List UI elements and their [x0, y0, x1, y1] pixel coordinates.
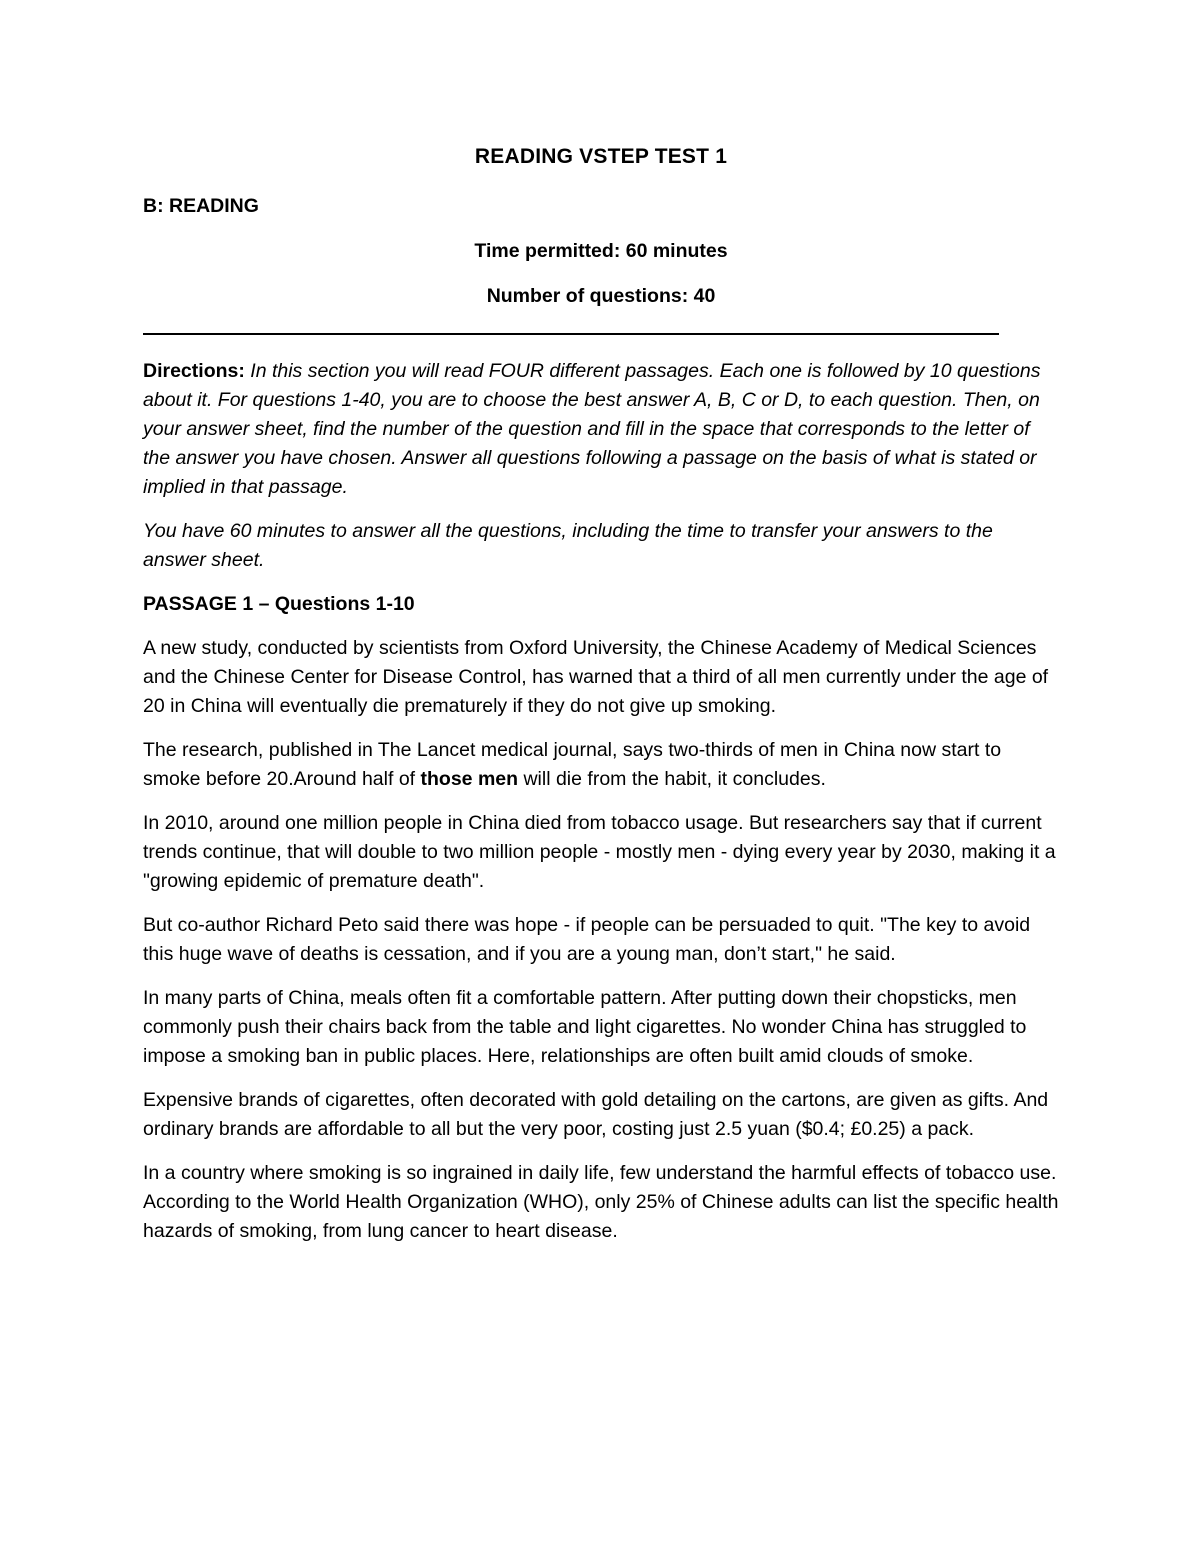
passage-paragraph-2 — [143, 736, 1059, 794]
passage-paragraph-6: Expensive brands of cigarettes, often decorated with gold detailing on the cartons, are given as gifts. And ordinary brands are affordable to all but the very poor, costing just 2.5 yuan ($0.4; £0.25) a pack. — [143, 1089, 1049, 1140]
paragraph-2-bold-phrase: those men — [420, 768, 519, 790]
paragraph-2-text-start: The research, published in The Lancet medical journal, says two-thirds of men in China now start to smoke before 20.Around half of — [143, 739, 1002, 790]
number-of-questions: Number of questions: 40 — [486, 285, 716, 307]
time-note: You have 60 minutes to answer all the questions, including the time to transfer your answers to the answer sheet. — [143, 520, 993, 571]
page-title: READING VSTEP TEST 1 — [474, 145, 728, 168]
passage-paragraph-1: A new study, conducted by scientists from Oxford University, the Chinese Academy of Medical Sciences and the Chinese Center for Disease Control, has warned that a third of all men currently under the age of 20 in China will eventually die prematurely if they do not give up smoking. — [143, 637, 1049, 717]
horizontal-rule — [143, 333, 999, 335]
time-permitted: Time permitted: 60 minutes — [474, 240, 728, 262]
section-label: B: READING — [143, 195, 259, 217]
passage-paragraph-3: In 2010, around one million people in China died from tobacco usage. But researchers say that if current trends continue, that will double to two million people - mostly men - dying every year by 2030, making it a "growing epidemic of premature death". — [143, 812, 1056, 892]
passage-paragraph-5: In many parts of China, meals often fit a comfortable pattern. After putting down their chopsticks, men commonly push their chairs back from the table and light cigarettes. No wonder China has struggled to impose a smoking ban in public places. Here, relationships are often built amid clouds of smoke. — [143, 987, 1027, 1067]
passage-paragraph-4: But co-author Richard Peto said there was hope - if people can be persuaded to quit. "The key to avoid this huge wave of deaths is cessation, and if you are a young man, don’t start," he said. — [143, 914, 1031, 965]
directions-paragraph — [143, 357, 1059, 502]
passage-paragraph-7: In a country where smoking is so ingrained in daily life, few understand the harmful effects of tobacco use. According to the World Health Organization (WHO), only 25% of Chinese adults can list the specific health hazards of smoking, from lung cancer to heart disease. — [143, 1162, 1059, 1242]
directions-text: In this section you will read FOUR different passages. Each one is followed by 10 questions about it. For questions 1-40, you are to choose the best answer A, B, C or D, to each question. Then, on your answer sheet, find the number of the question and fill in the space that corresponds to the letter of the answer you have chosen. Answer all questions following a passage on the basis of what is stated or implied in that passage. — [143, 360, 1041, 498]
passage-heading: PASSAGE 1 – Questions 1-10 — [143, 593, 415, 615]
paragraph-2-text-end: will die from the habit, it concludes. — [518, 768, 826, 790]
document-body — [143, 142, 1059, 1261]
directions-label: Directions: — [143, 360, 245, 382]
